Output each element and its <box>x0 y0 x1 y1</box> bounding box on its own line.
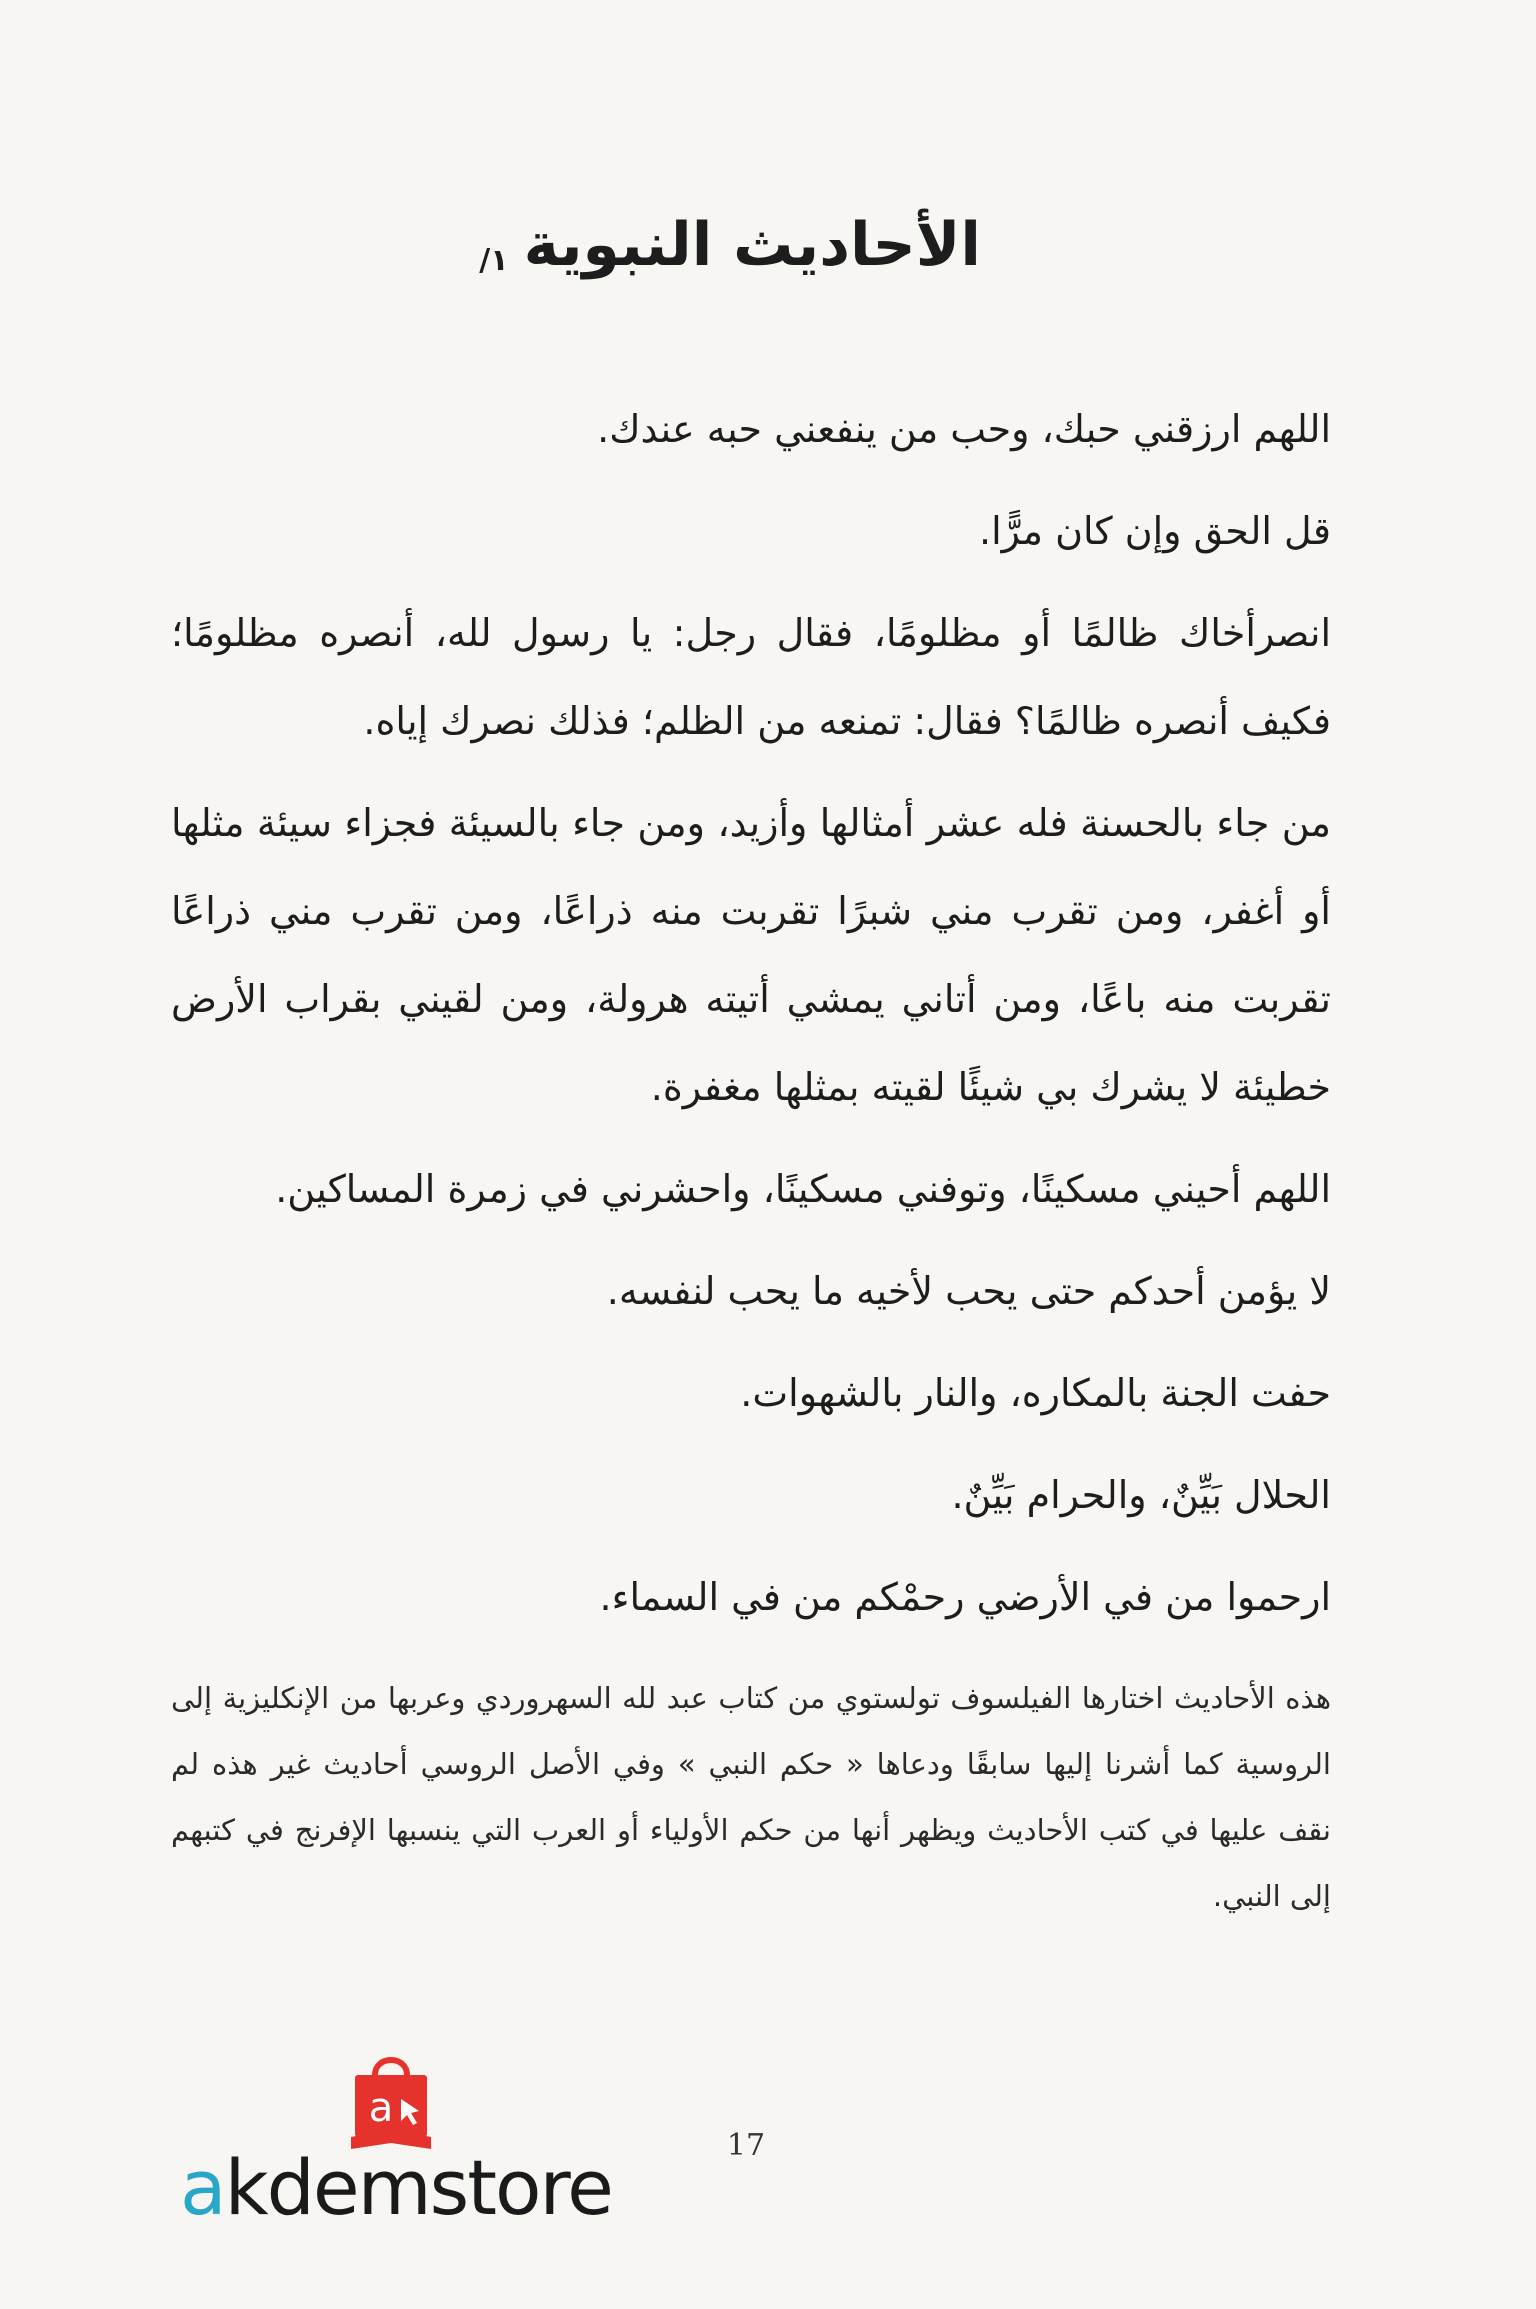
logo-wordmark <box>180 2143 612 2233</box>
hadith-paragraph: اللهم أحيني مسكينًا، وتوفني مسكينًا، واحشرني في زمرة المساكين. <box>275 1167 1331 1211</box>
footnote-marker: ١/ <box>479 243 509 278</box>
shopping-bag-book-icon <box>345 2045 437 2157</box>
footnote-text: هذه الأحاديث اختارها الفيلسوف تولستوي من كتاب عبد لله السهروردي وعربها من الإنكليزية إلى الروسية كما أشرنا إليها سابقًا ودعاها « حكم النبي » وفي الأصل الروسي أحاديث غير هذه لم نقف عليها في كتب الأحاديث ويظهر أنها من حكم الأولياء أو العرب التي ينسبها الإفرنج في كتبهم إلى النبي. <box>171 1681 1331 1913</box>
hadith-list <box>171 385 1331 1655</box>
chapter-title: الأحاديث النبوية <box>523 210 981 280</box>
logo-icon-letter: a <box>368 2085 394 2131</box>
hadith-paragraph: حفت الجنة بالمكاره، والنار بالشهوات. <box>740 1371 1331 1415</box>
hadith-paragraph: من جاء بالحسنة فله عشر أمثالها وأزيد، ومن جاء بالسيئة فجزاء سيئة مثلها أو أغفر، ومن تقرب مني شبرًا تقربت منه ذراعًا، ومن تقرب مني ذراعًا تقربت منه باعًا، ومن أتاني يمشي أتيته هرولة، ومن لقيني بقراب الأرض خطيئة لا يشرك بي شيئًا لقيته بمثلها مغفرة. <box>171 801 1331 1109</box>
store-logo <box>180 2045 612 2245</box>
hadith-paragraph: لا يؤمن أحدكم حتى يحب لأخيه ما يحب لنفسه. <box>606 1269 1331 1313</box>
hadith-paragraph: اللهم ارزقني حبك، وحب من ينفعني حبه عندك. <box>597 407 1331 451</box>
logo-word-rest: kdemstore <box>224 2143 612 2232</box>
hadith-paragraph: ارحموا من في الأرضي رحمْكم من في السماء. <box>599 1575 1331 1619</box>
hadith-paragraph: قل الحق وإن كان مرًّا. <box>979 509 1331 553</box>
hadith-paragraph: انصرأخاك ظالمًا أو مظلومًا، فقال رجل: يا رسول لله، أنصره مظلومًا؛ فكيف أنصره ظالمًا؟ فقال: تمنعه من الظلم؛ فذلك نصرك إياه. <box>171 611 1331 743</box>
page-number: 17 <box>726 2128 766 2163</box>
chapter-heading <box>479 205 981 285</box>
hadith-paragraph: الحلال بَيِّنٌ، والحرام بَيِّنٌ. <box>951 1473 1331 1517</box>
logo-letter-a: a <box>180 2143 225 2232</box>
